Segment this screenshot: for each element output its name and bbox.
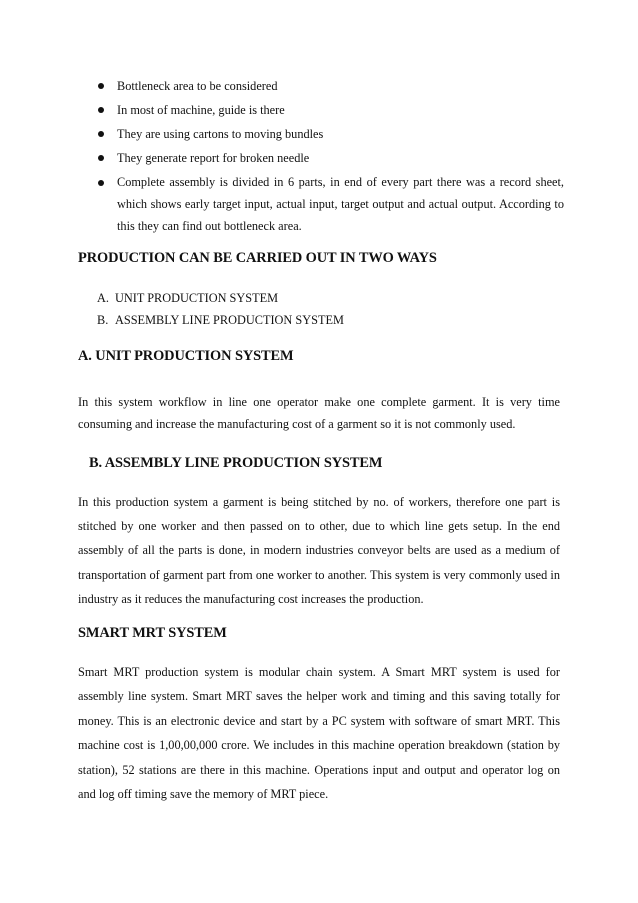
- bullet-dot-icon: [98, 107, 104, 113]
- bullet-item: [98, 122, 564, 146]
- list-text: ASSEMBLY LINE PRODUCTION SYSTEM: [115, 313, 344, 327]
- list-item: [97, 287, 497, 309]
- list-item: [97, 309, 497, 331]
- list-text: UNIT PRODUCTION SYSTEM: [115, 291, 279, 305]
- bullet-dot-icon: [98, 131, 104, 137]
- bullet-dot-icon: [98, 83, 104, 89]
- bullet-text: Bottleneck area to be considered: [117, 79, 278, 93]
- heading-unit-production: A. UNIT PRODUCTION SYSTEM: [78, 348, 294, 364]
- heading-assembly-line: B. ASSEMBLY LINE PRODUCTION SYSTEM: [89, 455, 383, 471]
- list-letter: B.: [97, 313, 109, 327]
- bullet-item: [98, 146, 564, 170]
- bullet-item: [98, 98, 564, 122]
- bullet-text: They generate report for broken needle: [117, 151, 310, 165]
- bullet-dot-icon: [98, 180, 104, 186]
- bullet-item: [98, 74, 564, 98]
- paragraph-assembly-line: In this production system a garment is being stitched by no. of workers, therefore one part is stitched by one worker and then passed on to other, due to which line gets setup. In the end assembly of all the parts is done, in modern industries conveyor belts are used as a medium of transportation of garment part from one worker to another. This system is very commonly used in industry as it reduces the manufacturing cost increases the production.: [78, 495, 560, 606]
- list-letter: A.: [97, 291, 109, 305]
- bullet-text: Complete assembly is divided in 6 parts, in end of every part there was a record sheet, which shows early target input, actual input, target output and actual output. According to this they can find out bottleneck area.: [117, 175, 564, 233]
- production-ways-list: [97, 287, 497, 331]
- paragraph-smart-mrt: Smart MRT production system is modular chain system. A Smart MRT system is used for assembly line system. Smart MRT saves the helper work and timing and this saving totally for money. This is an electronic device and start by a PC system with software of smart MRT. This machine cost is 1,00,00,000 crore. We includes in this machine operation breakdown (station by station), 52 stations are there in this machine. Operations input and output and operator log on and log off timing save the memory of MRT piece.: [78, 665, 560, 802]
- paragraph-unit-production: In this system workflow in line one operator make one complete garment. It is very time consuming and increase the manufacturing cost of a garment so it is not commonly used.: [78, 395, 560, 431]
- bullet-text: They are using cartons to moving bundles: [117, 127, 324, 141]
- heading-smart-mrt: SMART MRT SYSTEM: [78, 625, 227, 641]
- bullet-list: [98, 74, 564, 237]
- heading-production-ways: PRODUCTION CAN BE CARRIED OUT IN TWO WAYS: [78, 250, 437, 266]
- bullet-text: In most of machine, guide is there: [117, 103, 285, 117]
- bullet-item: [98, 171, 564, 237]
- bullet-dot-icon: [98, 155, 104, 161]
